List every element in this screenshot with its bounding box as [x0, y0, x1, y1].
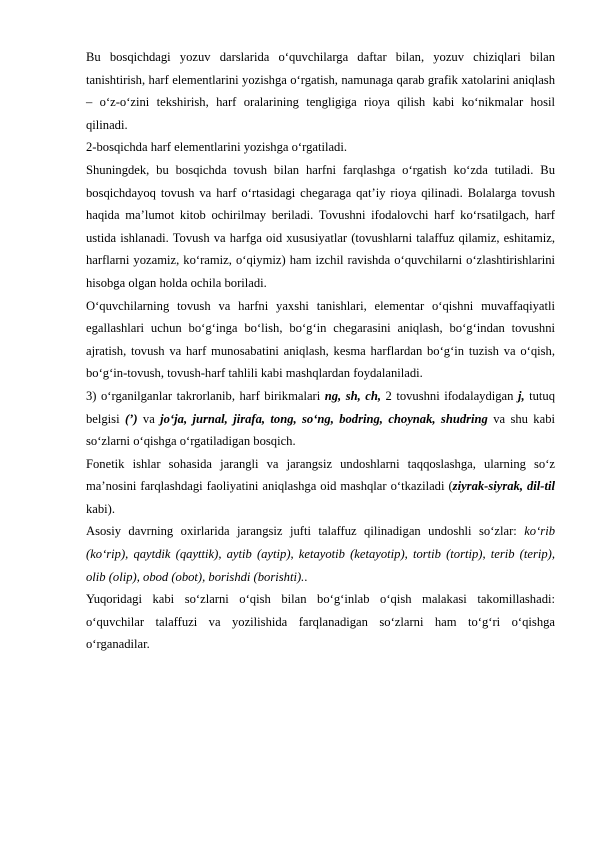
- paragraph-5-text-1: 3) o‘rganilganlar takrorlanib, harf birikmalari: [86, 388, 325, 403]
- paragraph-5-bold-words: jo‘ja, jurnal, jirafa, tong, so‘ng, bodring, choynak, shudring: [160, 411, 488, 426]
- paragraph-7-text-2: .: [304, 569, 308, 584]
- paragraph-1: Bu bosqichdagi yozuv darslarida o‘quvchilarga daftar bilan, yozuv chiziqlari bilan tanishtirish, harf elementlarini yozishga o‘rgatish, namunaga qarab grafik xatolarini aniqlash – o‘z-o‘zini tekshirish, harf oralarining tengligiga rioya qilish kabi ko‘nikmalar hosil qilinadi.: [86, 50, 555, 132]
- document-page: [86, 46, 555, 656]
- paragraph-7-italic-examples: ko‘rib (ko‘rip), qaytdik (qayttik), aytib (aytip), ketayotib (ketayotip), tortib (tortip), terib (terip), olib (olip), obod (obot), borishdi (borishti).: [86, 524, 555, 584]
- paragraph-6-text-2: kabi).: [86, 501, 116, 516]
- paragraph-5: [86, 385, 555, 453]
- paragraph-5-text-3: tutuq belgisi: [86, 388, 556, 426]
- paragraph-6: [86, 453, 555, 521]
- paragraph-7-text-1: Asosiy davrning oxirlarida jarangsiz jufti talaffuz qilinadigan undoshli so‘zlar:: [86, 524, 525, 539]
- paragraph-5-text-5: va shu kabi so‘zlarni o‘qishga o‘rgatiladigan bosqich.: [86, 411, 555, 449]
- paragraph-6-text-1: Fonetik ishlar sohasida jarangli va jarangsiz undoshlarni taqqoslashga, ularning so‘z ma’nosini farqlashdagi faoliyatini aniqlashga oid mashqlar o‘tkaziladi (: [86, 456, 555, 494]
- paragraph-5-text-4: va: [137, 411, 161, 426]
- paragraph-3: Shuningdek, bu bosqichda tovush bilan harfni farqlashga o‘rgatish ko‘zda tutiladi. Bu bosqichdayoq tovush va harf o‘rtasidagi chegaraga qat’iy rioya qilinadi. Bolalarga tovush haqida ma’lumot kitob ochirilmay beriladi. Tovushni ifodalovchi harf ko‘rsatilgach, harf ustida ishlanadi. Tovush va harfga oid xususiyatlar (tovushlarni talaffuz qilamiz, eshitamiz, harflarni yozamiz, ko‘ramiz, o‘qiymiz) ham izchil ravishda o‘quvchilarni o‘zlashtirishlarini hisobga olgan holda ochila boriladi.: [86, 162, 555, 290]
- paragraph-2: 2-bosqichda harf elementlarini yozishga o‘rgatiladi.: [86, 140, 348, 155]
- paragraph-4: O‘quvchilarning tovush va harfni yaxshi tanishlari, elementar o‘qishni muvaffaqiyatli egallashlari uchun bo‘g‘inga bo‘lish, bo‘g‘in chegarasini aniqlash, bo‘g‘indan tovushni ajratish, tovush va harf munosabatini aniqlash, kesma harflardan bo‘g‘in tuzish va o‘qish, bo‘g‘in-tovush, tovush-harf tahlili kabi mashqlardan foydalaniladi.: [86, 298, 555, 381]
- paragraph-8: Yuqoridagi kabi so‘zlarni o‘qish bilan bo‘g‘inlab o‘qish malakasi takomillashadi: o‘quvchilar talaffuzi va yozilishida farqlanadigan so‘zlarni ham to‘g‘ri o‘qishga o‘rganadilar.: [86, 592, 555, 652]
- paragraph-5-bold-j: j,: [517, 388, 525, 403]
- paragraph-5-bold-letters: ng, sh, ch,: [324, 388, 382, 403]
- paragraph-5-text-2: 2 tovushni ifodalaydigan: [381, 388, 518, 403]
- paragraph-6-bold-examples: ziyrak-siyrak, dil-til: [452, 479, 555, 494]
- paragraph-5-bold-apostrophe: (’): [124, 411, 138, 426]
- paragraph-7: [86, 520, 555, 588]
